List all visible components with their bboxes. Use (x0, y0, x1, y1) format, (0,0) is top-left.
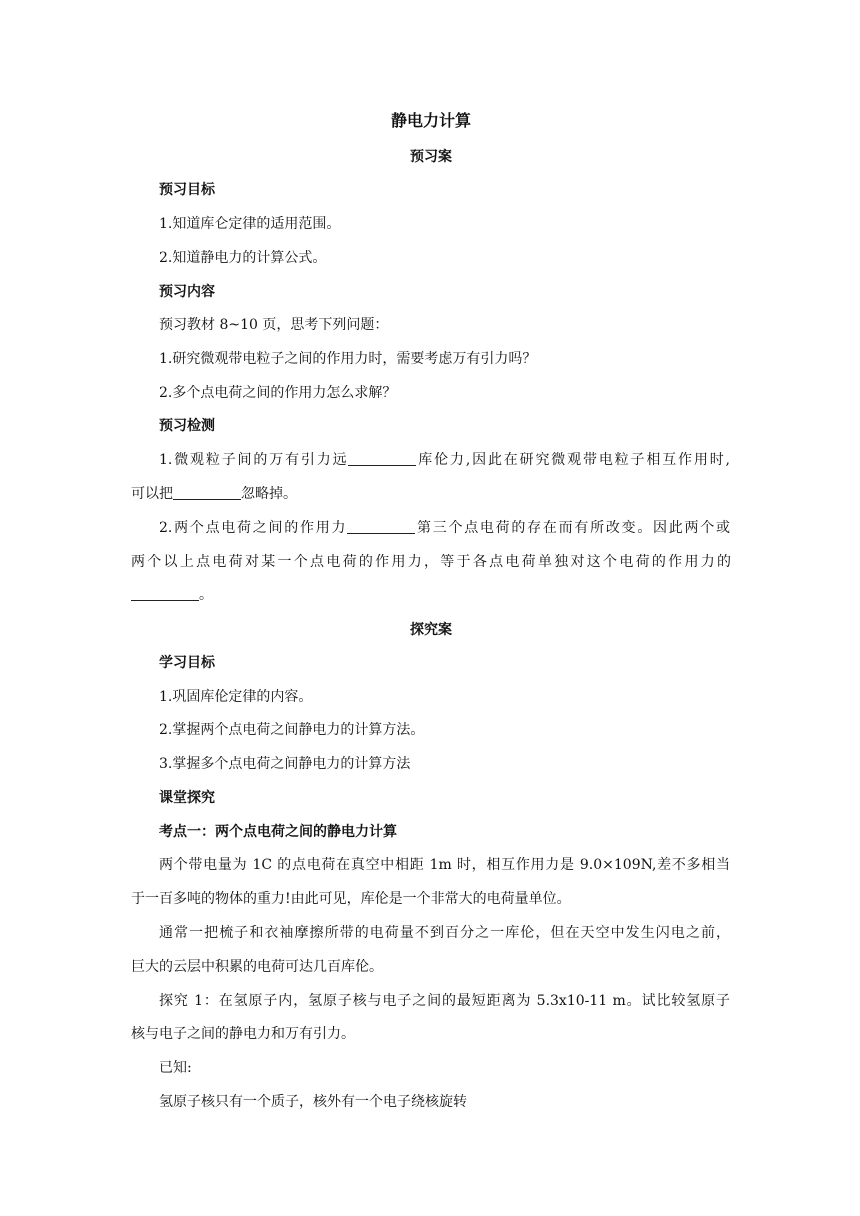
paragraph-2-line2: 巨大的云层中积累的电荷可达几百库伦。 (131, 959, 383, 975)
learning-goal-item: 2.掌握两个点电荷之间静电力的计算方法。 (159, 722, 425, 738)
heading-preview-check: 预习检测 (159, 418, 215, 434)
paragraph-1-line1: 两个带电量为 1C 的点电荷在真空中相距 1m 时，相互作用力是 9.0×109N,差不多相当 (159, 857, 730, 873)
check-question-1-line2 (131, 484, 731, 504)
check1-text-a: 1.微观粒子间的万有引力远 (159, 452, 349, 468)
fill-blank[interactable] (173, 485, 241, 500)
check-question-2-line2: 两个以上点电荷对某一个点电荷的作用力，等于各点电荷单独对这个电荷的作用力的 (131, 554, 731, 570)
check2-text-b: 第三个点电荷的存在而有所改变。因此两个或 (415, 520, 731, 536)
page-title: 静电力计算 (390, 111, 471, 130)
heading-learning-goals: 学习目标 (159, 655, 215, 671)
paragraph-3-line1: 探究 1：在氢原子内，氢原子核与电子之间的最短距离为 5.3x10-11 m。试比较氢原子 (159, 993, 730, 1009)
heading-point-1: 考点一：两个点电荷之间的静电力计算 (159, 824, 397, 840)
heading-class-explore: 课堂探究 (159, 790, 215, 806)
paragraph-3-line2: 核与电子之间的静电力和万有引力。 (131, 1026, 355, 1042)
check1-text-d: 忽略掉。 (241, 486, 297, 502)
check-question-1-line1 (159, 450, 730, 470)
known-label: 已知: (159, 1060, 192, 1076)
preview-question: 1.研究微观带电粒子之间的作用力时，需要考虑万有引力吗？ (159, 351, 537, 367)
preview-goal-item: 2.知道静电力的计算公式。 (159, 250, 327, 266)
known-text: 氢原子核只有一个质子，核外有一个电子绕核旋转 (159, 1094, 467, 1110)
fill-blank[interactable] (348, 451, 416, 466)
preview-content-line: 预习教材 8~10 页，思考下列问题： (159, 317, 389, 333)
check1-text-c: 可以把 (131, 486, 173, 502)
section-heading-preview: 预习案 (410, 149, 452, 165)
paragraph-2-line1: 通常一把梳子和衣袖摩擦所带的电荷量不到百分之一库伦，但在天空中发生闪电之前， (159, 925, 730, 941)
preview-goal-item: 1.知道库仑定律的适用范围。 (159, 216, 341, 232)
learning-goal-item: 3.掌握多个点电荷之间静电力的计算方法 (159, 756, 411, 772)
section-heading-explore: 探究案 (410, 622, 452, 638)
check1-text-b: 库伦力,因此在研究微观带电粒子相互作用时, (416, 452, 731, 468)
fill-blank[interactable] (131, 586, 199, 601)
fill-blank[interactable] (347, 519, 415, 534)
heading-preview-content: 预习内容 (159, 284, 215, 300)
preview-question: 2.多个点电荷之间的作用力怎么求解？ (159, 385, 397, 401)
paragraph-1-line2: 于一百多吨的物体的重力!由此可见，库伦是一个非常大的电荷量单位。 (131, 891, 571, 907)
check-question-2-line3 (131, 585, 731, 605)
learning-goal-item: 1.巩固库伦定律的内容。 (159, 689, 313, 705)
check2-text-a: 2.两个点电荷之间的作用力 (159, 520, 348, 536)
check-question-2-line1 (159, 518, 730, 538)
heading-preview-goals: 预习目标 (159, 182, 215, 198)
check2-end: 。 (199, 587, 213, 603)
